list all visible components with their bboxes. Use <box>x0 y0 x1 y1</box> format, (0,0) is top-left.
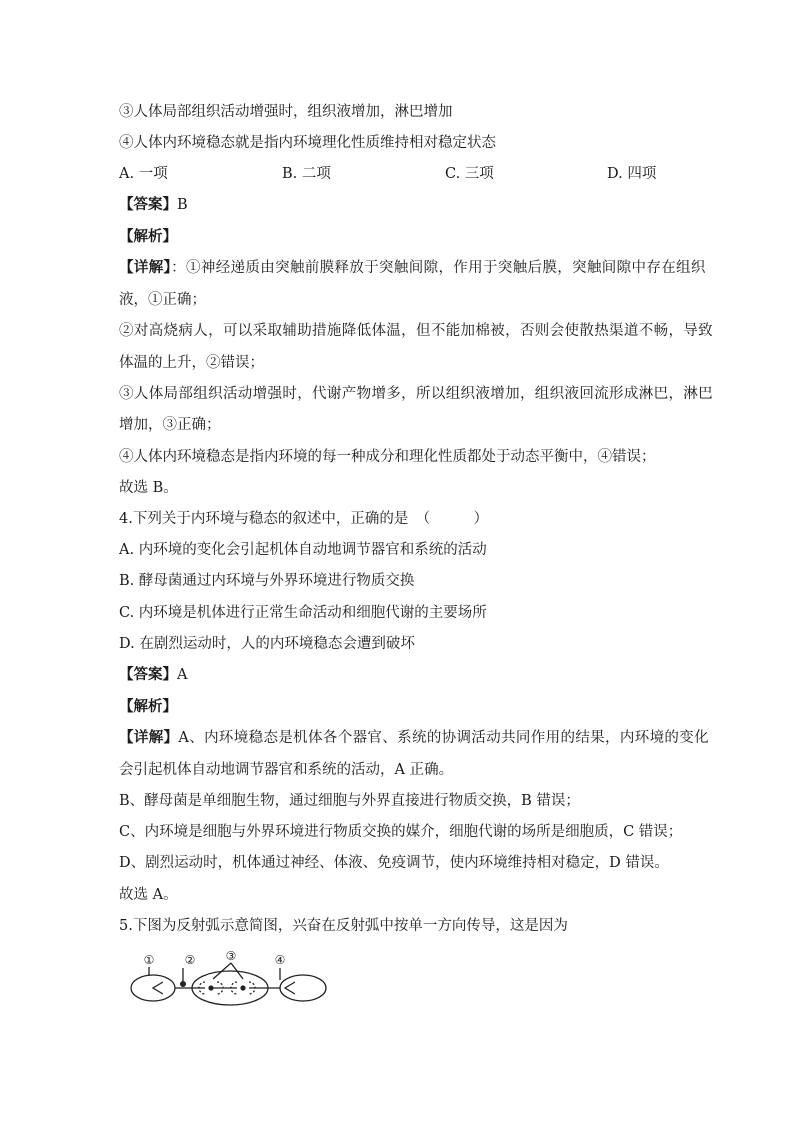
q4-option-a: A. 内环境的变化会引起机体自动地调节器官和系统的活动 <box>119 542 487 558</box>
option-c: C. 三项 <box>445 166 494 182</box>
figure-label-1: ① <box>143 953 155 967</box>
q4-conclusion: 故选 A。 <box>119 887 178 903</box>
q3-detail-line: ④人体内环境稳态是指内环境的每一种成分和理化性质都处于动态平衡中，④错误； <box>119 449 656 465</box>
q3-answer: 【答案】B <box>119 196 188 213</box>
q4-detail-line: D、剧烈运动时，机体通过神经、体液、免疫调节，使内环境维持相对稳定，D 错误。 <box>119 855 669 871</box>
q4-detail-line: 会引起机体自动地调节器官和系统的活动，A 正确。 <box>119 762 454 778</box>
effector-nerve-ending <box>285 982 295 994</box>
q4-analysis-heading: 【解析】 <box>119 698 177 715</box>
q4-detail-line: 【详解】A、内环境稳态是机体各个器官、系统的协调活动共同作用的结果，内环境的变化 <box>119 729 709 746</box>
figure-label-4: ④ <box>274 953 286 967</box>
q4-option-c: C. 内环境是机体进行正常生命活动和细胞代谢的主要场所 <box>119 605 487 621</box>
q3-detail-line: 体温的上升，②错误； <box>119 355 264 371</box>
question-4-stem: 4.下列关于内环境与稳态的叙述中，正确的是 （ ） <box>119 511 489 527</box>
figure-label-3: ③ <box>225 949 237 963</box>
q3-detail-line: ②对高烧病人，可以采取辅助措施降低体温，但不能加棉被，否则会使散热渠道不畅，导致 <box>119 323 713 339</box>
q3-detail-line: ③人体局部组织活动增强时，代谢产物增多，所以组织液增加，组织液回流形成淋巴，淋巴 <box>119 386 713 402</box>
synapse-dot <box>208 985 213 990</box>
q3-detail-line: 液，①正确； <box>119 292 206 308</box>
question-3-statement-3: ③人体局部组织活动增强时，组织液增加，淋巴增加 <box>119 104 453 120</box>
q3-detail-line: 【详解】：①神经递质由突触前膜释放于突触间隙，作用于突触后膜，突触间隙中存在组织 <box>119 259 706 276</box>
question-3-statement-4: ④人体内环境稳态就是指内环境理化性质维持相对稳定状态 <box>119 135 496 151</box>
option-b: B. 二项 <box>282 166 331 182</box>
q4-answer: 【答案】A <box>119 666 188 683</box>
q4-detail-line: B、酵母菌是单细胞生物，通过细胞与外界直接进行物质交换，B 错误； <box>119 793 580 809</box>
q3-analysis-heading: 【解析】 <box>119 228 177 245</box>
option-d: D. 四项 <box>607 166 657 182</box>
q4-option-b: B. 酵母菌通过内环境与外界环境进行物质交换 <box>119 573 415 589</box>
option-a: A. 一项 <box>119 166 168 182</box>
q3-conclusion: 故选 B。 <box>119 480 178 496</box>
receptor-nerve-ending <box>153 982 163 994</box>
q4-option-d: D. 在剧烈运动时，人的内环境稳态会遭到破坏 <box>119 636 415 652</box>
question-5-stem: 5.下图为反射弧示意简图，兴奋在反射弧中按单一方向传导，这是因为 <box>119 918 568 934</box>
figure-label-2: ② <box>184 953 196 967</box>
synapse-dot <box>240 985 245 990</box>
effector-ellipse <box>280 975 326 1001</box>
q4-detail-line: C、内环境是细胞与外界环境进行物质交换的媒介，细胞代谢的场所是细胞质，C 错误； <box>119 824 683 840</box>
ganglion-dot <box>180 981 186 987</box>
reflex-arc-diagram <box>125 946 335 1006</box>
q3-detail-line: 增加，③正确； <box>119 417 221 433</box>
